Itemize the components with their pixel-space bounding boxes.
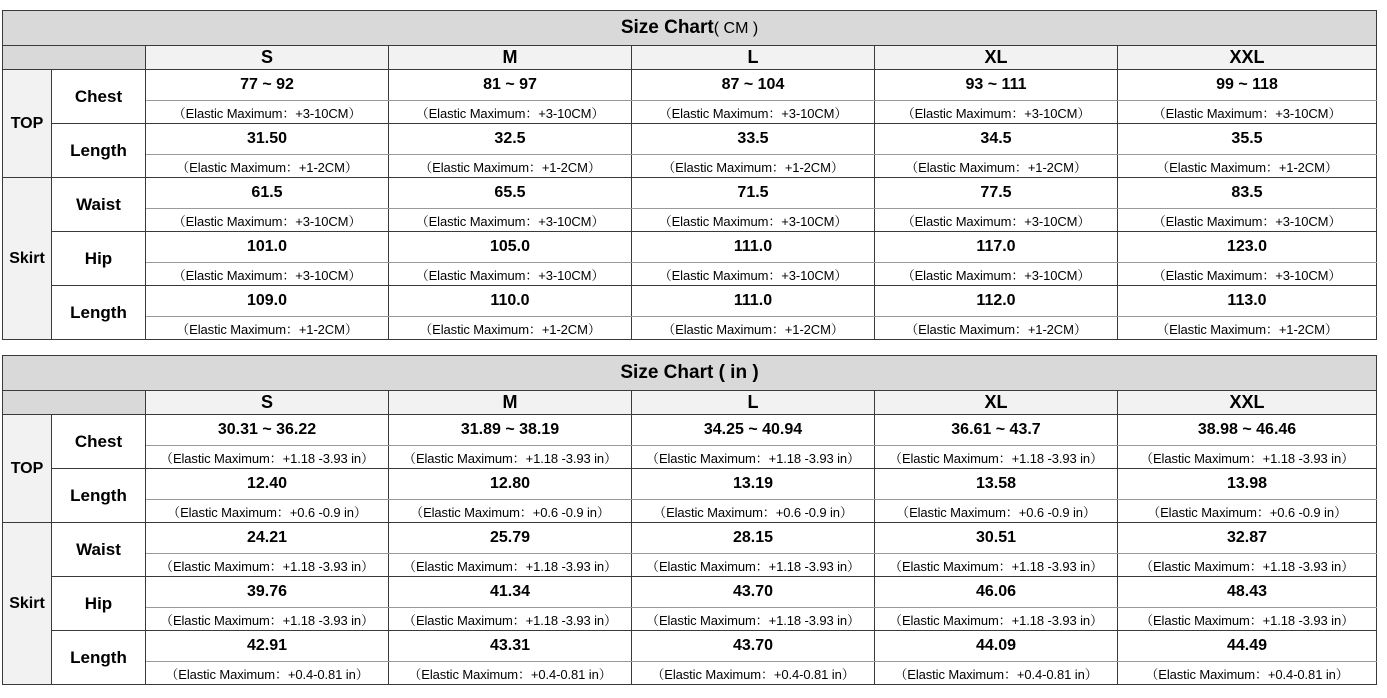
value-cell: 111.0: [632, 286, 875, 317]
value-cell: 113.0: [1118, 286, 1377, 317]
value-cell: 35.5: [1118, 124, 1377, 155]
value-cell: 48.43: [1118, 577, 1377, 608]
elastic-note-cell: （Elastic Maximum：+1-2CM）: [146, 317, 389, 340]
elastic-note-cell: （Elastic Maximum：+3-10CM）: [389, 209, 632, 232]
size-chart-cm-table: [2, 10, 1377, 340]
value-cell: 39.76: [146, 577, 389, 608]
size-chart-in-table: [2, 355, 1377, 685]
value-cell: 32.87: [1118, 523, 1377, 554]
measurement-row: [3, 232, 1377, 263]
value-cell: 38.98 ~ 46.46: [1118, 415, 1377, 446]
size-header-row: [3, 46, 1377, 70]
size-header-xl: XL: [875, 46, 1118, 70]
value-cell: 41.34: [389, 577, 632, 608]
measurement-label-hip: Hip: [52, 232, 146, 286]
value-cell: 43.70: [632, 631, 875, 662]
value-cell: 44.09: [875, 631, 1118, 662]
value-cell: 13.19: [632, 469, 875, 500]
elastic-note-cell: （Elastic Maximum：+0.6 -0.9 in）: [389, 500, 632, 523]
chart-title: Size Chart: [620, 17, 714, 38]
measurement-label-length: Length: [52, 124, 146, 178]
elastic-note-cell: （Elastic Maximum：+0.4-0.81 in）: [632, 662, 875, 685]
note-row: [3, 662, 1377, 685]
elastic-note-cell: （Elastic Maximum：+1-2CM）: [875, 155, 1118, 178]
measurement-row: [3, 124, 1377, 155]
size-header-s: S: [146, 46, 389, 70]
value-cell: 12.80: [389, 469, 632, 500]
elastic-note-cell: （Elastic Maximum：+1.18 -3.93 in）: [632, 446, 875, 469]
elastic-note-cell: （Elastic Maximum：+3-10CM）: [1118, 101, 1377, 124]
title-row: [3, 356, 1377, 391]
elastic-note-cell: （Elastic Maximum：+1.18 -3.93 in）: [875, 446, 1118, 469]
value-cell: 33.5: [632, 124, 875, 155]
value-cell: 83.5: [1118, 178, 1377, 209]
elastic-note-cell: （Elastic Maximum：+1-2CM）: [389, 155, 632, 178]
elastic-note-cell: （Elastic Maximum：+1.18 -3.93 in）: [146, 554, 389, 577]
header-blank-cell: [3, 46, 146, 70]
elastic-note-cell: （Elastic Maximum：+1-2CM）: [1118, 155, 1377, 178]
elastic-note-cell: （Elastic Maximum：+3-10CM）: [389, 263, 632, 286]
size-header-l: L: [632, 46, 875, 70]
measurement-label-length: Length: [52, 631, 146, 685]
elastic-note-cell: （Elastic Maximum：+3-10CM）: [875, 209, 1118, 232]
value-cell: 93 ~ 111: [875, 70, 1118, 101]
elastic-note-cell: （Elastic Maximum：+1-2CM）: [389, 317, 632, 340]
measurement-label-chest: Chest: [52, 70, 146, 124]
elastic-note-cell: （Elastic Maximum：+3-10CM）: [146, 263, 389, 286]
value-cell: 30.51: [875, 523, 1118, 554]
value-cell: 44.49: [1118, 631, 1377, 662]
value-cell: 28.15: [632, 523, 875, 554]
group-label-top: TOP: [3, 70, 52, 178]
measurement-row: [3, 469, 1377, 500]
elastic-note-cell: （Elastic Maximum：+1.18 -3.93 in）: [389, 446, 632, 469]
measurement-label-hip: Hip: [52, 577, 146, 631]
group-label-top: TOP: [3, 415, 52, 523]
size-header-m: M: [389, 391, 632, 415]
value-cell: 71.5: [632, 178, 875, 209]
elastic-note-cell: （Elastic Maximum：+3-10CM）: [875, 101, 1118, 124]
note-row: [3, 446, 1377, 469]
measurement-label-length: Length: [52, 286, 146, 340]
value-cell: 42.91: [146, 631, 389, 662]
value-cell: 31.50: [146, 124, 389, 155]
chart-title-cell: [3, 11, 1377, 46]
size-header-s: S: [146, 391, 389, 415]
value-cell: 25.79: [389, 523, 632, 554]
elastic-note-cell: （Elastic Maximum：+1.18 -3.93 in）: [632, 608, 875, 631]
measurement-row: [3, 178, 1377, 209]
measurement-row: [3, 70, 1377, 101]
elastic-note-cell: （Elastic Maximum：+3-10CM）: [1118, 209, 1377, 232]
size-header-row: [3, 391, 1377, 415]
measurement-row: [3, 577, 1377, 608]
value-cell: 87 ~ 104: [632, 70, 875, 101]
elastic-note-cell: （Elastic Maximum：+1.18 -3.93 in）: [389, 608, 632, 631]
size-header-m: M: [389, 46, 632, 70]
note-row: [3, 608, 1377, 631]
size-header-xxl: XXL: [1118, 391, 1377, 415]
note-row: [3, 155, 1377, 178]
chart-unit-label: ( CM ): [713, 20, 759, 37]
value-cell: 111.0: [632, 232, 875, 263]
value-cell: 43.70: [632, 577, 875, 608]
note-row: [3, 263, 1377, 286]
value-cell: 13.58: [875, 469, 1118, 500]
elastic-note-cell: （Elastic Maximum：+3-10CM）: [146, 209, 389, 232]
elastic-note-cell: （Elastic Maximum：+1.18 -3.93 in）: [632, 554, 875, 577]
chart-title: Size Chart ( in ): [620, 362, 759, 383]
elastic-note-cell: （Elastic Maximum：+1-2CM）: [632, 155, 875, 178]
elastic-note-cell: （Elastic Maximum：+1-2CM）: [632, 317, 875, 340]
elastic-note-cell: （Elastic Maximum：+3-10CM）: [632, 263, 875, 286]
group-label-skirt: Skirt: [3, 523, 52, 685]
elastic-note-cell: （Elastic Maximum：+1.18 -3.93 in）: [875, 608, 1118, 631]
elastic-note-cell: （Elastic Maximum：+0.4-0.81 in）: [875, 662, 1118, 685]
size-header-l: L: [632, 391, 875, 415]
elastic-note-cell: （Elastic Maximum：+3-10CM）: [875, 263, 1118, 286]
value-cell: 46.06: [875, 577, 1118, 608]
measurement-label-length: Length: [52, 469, 146, 523]
measurement-label-waist: Waist: [52, 178, 146, 232]
measurement-label-waist: Waist: [52, 523, 146, 577]
elastic-note-cell: （Elastic Maximum：+3-10CM）: [632, 209, 875, 232]
value-cell: 43.31: [389, 631, 632, 662]
value-cell: 30.31 ~ 36.22: [146, 415, 389, 446]
value-cell: 77 ~ 92: [146, 70, 389, 101]
note-row: [3, 101, 1377, 124]
elastic-note-cell: （Elastic Maximum：+3-10CM）: [146, 101, 389, 124]
value-cell: 34.5: [875, 124, 1118, 155]
elastic-note-cell: （Elastic Maximum：+0.4-0.81 in）: [146, 662, 389, 685]
title-row: [3, 11, 1377, 46]
value-cell: 77.5: [875, 178, 1118, 209]
measurement-row: [3, 523, 1377, 554]
elastic-note-cell: （Elastic Maximum：+3-10CM）: [389, 101, 632, 124]
value-cell: 123.0: [1118, 232, 1377, 263]
elastic-note-cell: （Elastic Maximum：+0.6 -0.9 in）: [1118, 500, 1377, 523]
value-cell: 105.0: [389, 232, 632, 263]
measurement-label-chest: Chest: [52, 415, 146, 469]
value-cell: 81 ~ 97: [389, 70, 632, 101]
value-cell: 13.98: [1118, 469, 1377, 500]
elastic-note-cell: （Elastic Maximum：+3-10CM）: [1118, 263, 1377, 286]
value-cell: 12.40: [146, 469, 389, 500]
value-cell: 31.89 ~ 38.19: [389, 415, 632, 446]
value-cell: 112.0: [875, 286, 1118, 317]
value-cell: 99 ~ 118: [1118, 70, 1377, 101]
elastic-note-cell: （Elastic Maximum：+0.4-0.81 in）: [389, 662, 632, 685]
elastic-note-cell: （Elastic Maximum：+1.18 -3.93 in）: [1118, 446, 1377, 469]
value-cell: 109.0: [146, 286, 389, 317]
value-cell: 117.0: [875, 232, 1118, 263]
elastic-note-cell: （Elastic Maximum：+1.18 -3.93 in）: [146, 446, 389, 469]
elastic-note-cell: （Elastic Maximum：+0.4-0.81 in）: [1118, 662, 1377, 685]
header-blank-cell: [3, 391, 146, 415]
elastic-note-cell: （Elastic Maximum：+1-2CM）: [875, 317, 1118, 340]
elastic-note-cell: （Elastic Maximum：+0.6 -0.9 in）: [632, 500, 875, 523]
value-cell: 65.5: [389, 178, 632, 209]
value-cell: 61.5: [146, 178, 389, 209]
elastic-note-cell: （Elastic Maximum：+1.18 -3.93 in）: [1118, 554, 1377, 577]
elastic-note-cell: （Elastic Maximum：+1.18 -3.93 in）: [146, 608, 389, 631]
measurement-row: [3, 631, 1377, 662]
size-header-xxl: XXL: [1118, 46, 1377, 70]
value-cell: 36.61 ~ 43.7: [875, 415, 1118, 446]
measurement-row: [3, 286, 1377, 317]
elastic-note-cell: （Elastic Maximum：+1.18 -3.93 in）: [875, 554, 1118, 577]
note-row: [3, 554, 1377, 577]
note-row: [3, 317, 1377, 340]
group-label-skirt: Skirt: [3, 178, 52, 340]
value-cell: 34.25 ~ 40.94: [632, 415, 875, 446]
value-cell: 101.0: [146, 232, 389, 263]
value-cell: 110.0: [389, 286, 632, 317]
elastic-note-cell: （Elastic Maximum：+1-2CM）: [1118, 317, 1377, 340]
elastic-note-cell: （Elastic Maximum：+1.18 -3.93 in）: [1118, 608, 1377, 631]
elastic-note-cell: （Elastic Maximum：+1-2CM）: [146, 155, 389, 178]
elastic-note-cell: （Elastic Maximum：+0.6 -0.9 in）: [146, 500, 389, 523]
note-row: [3, 500, 1377, 523]
chart-title-cell: [3, 356, 1377, 391]
value-cell: 32.5: [389, 124, 632, 155]
size-header-xl: XL: [875, 391, 1118, 415]
elastic-note-cell: （Elastic Maximum：+3-10CM）: [632, 101, 875, 124]
measurement-row: [3, 415, 1377, 446]
elastic-note-cell: （Elastic Maximum：+1.18 -3.93 in）: [389, 554, 632, 577]
note-row: [3, 209, 1377, 232]
elastic-note-cell: （Elastic Maximum：+0.6 -0.9 in）: [875, 500, 1118, 523]
value-cell: 24.21: [146, 523, 389, 554]
